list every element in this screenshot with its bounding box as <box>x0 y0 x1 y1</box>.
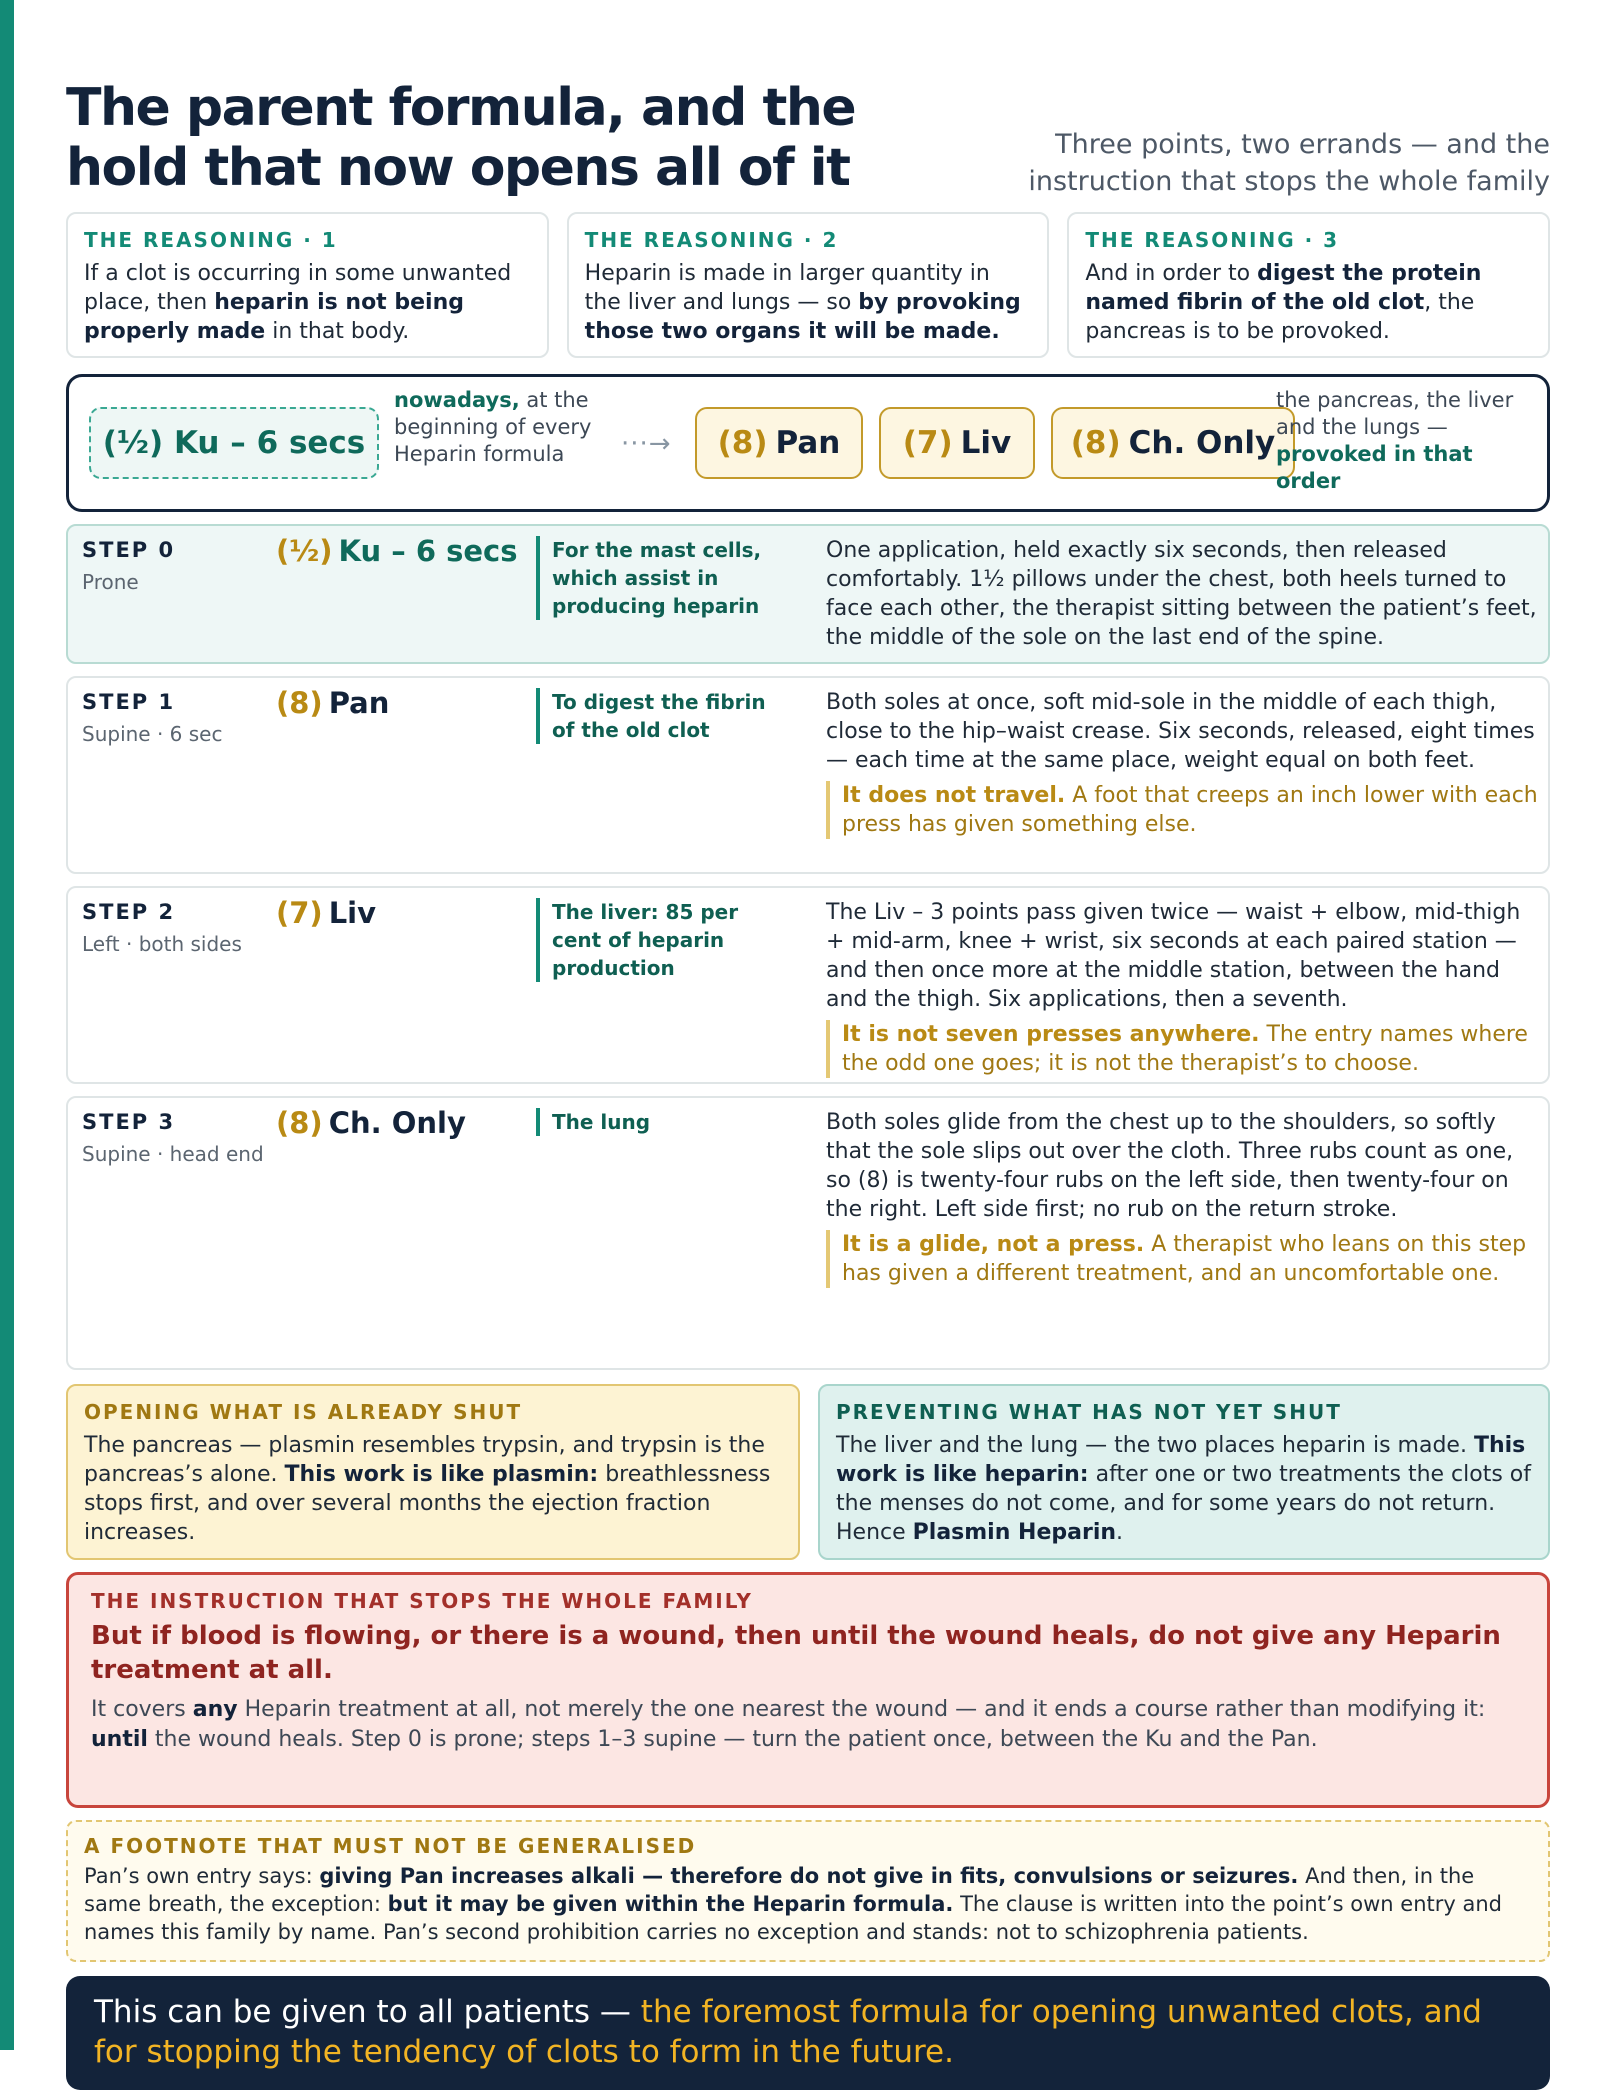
step-warning <box>826 1020 1538 1078</box>
step-description-text: Both soles at once, soft mid-sole in the middle of each thigh, close to the hip–waist crease. Six seconds, released, eight times — each time at the same place, weight equal on both feet. <box>826 690 1535 773</box>
step-label: STEP 2 <box>82 900 176 924</box>
point-number: (8) <box>276 686 323 720</box>
instruction-headline: But if blood is flowing, or there is a wound, then until the wound heals, do not give any Heparin treatment at all. <box>91 1621 1501 1685</box>
footnote-card <box>66 1820 1550 1962</box>
formula-order-emphasis: provoked in that order <box>1276 442 1473 493</box>
step-purpose: To digest the fibrin of the old clot <box>536 688 791 744</box>
formula-note <box>394 387 614 468</box>
preventing-label: PREVENTING WHAT HAS NOT YET SHUT <box>836 1400 1342 1424</box>
page <box>66 78 1550 2070</box>
arrow-icon: ···→ <box>621 429 672 459</box>
chest-point-box <box>1051 407 1295 479</box>
instruction-label: THE INSTRUCTION THAT STOPS THE WHOLE FAMILY <box>91 1589 753 1613</box>
point-name: Ch. Only <box>328 1106 466 1140</box>
step-warning-text: The entry names where the odd one goes; it is not the therapist’s to choose. <box>842 1022 1528 1076</box>
reasoning-emphasis: heparin is not being properly made <box>84 290 464 344</box>
banner-text: This can be given to all patients — <box>94 1994 641 2030</box>
point-name: Ch. Only <box>1128 425 1276 461</box>
preventing-card <box>818 1384 1550 1560</box>
preventing-text: after one or two treatments the clots of the menses do not come, and for some years do not return. Hence <box>836 1462 1532 1545</box>
reasoning-text: And in order to <box>1085 261 1258 286</box>
footnote-text: The clause is written into the point’s own entry and names this family by name. Pan’s second prohibition carries no exception and stands: not to schizophrenia patients. <box>84 1892 1502 1944</box>
point-name: Liv <box>960 425 1012 461</box>
reasoning-text: , the pancreas is to be provoked. <box>1085 290 1475 344</box>
page-title: The parent formula, and the hold that now opens all of it <box>66 78 856 198</box>
instruction-emphasis: any <box>192 1697 238 1722</box>
point-number: (8) <box>717 425 768 461</box>
point-name: Liv <box>328 896 377 930</box>
reasoning-text: in that body. <box>265 319 410 344</box>
step-position: Supine · head end <box>82 1142 264 1166</box>
reasoning-text: If a clot is occurring in some unwanted place, then <box>84 261 512 315</box>
footnote-label: A FOOTNOTE THAT MUST NOT BE GENERALISED <box>84 1834 697 1858</box>
footnote-emphasis: but it may be given within the Heparin formula. <box>387 1892 954 1916</box>
banner-highlight: the foremost formula for opening unwanted clots, and for stopping the tendency of clots to form in the future. <box>94 1994 1482 2070</box>
step-point <box>276 686 389 720</box>
point-number: (½) <box>276 534 333 568</box>
step-description <box>826 898 1538 1078</box>
pan-point-box <box>695 407 863 479</box>
formula-bar <box>66 374 1550 512</box>
reasoning-card-1 <box>66 212 549 358</box>
closing-banner <box>66 1976 1550 2090</box>
step-warning-text: A foot that creeps an inch lower with each press has given something else. <box>842 783 1538 837</box>
reasoning-text: Heparin is made in larger quantity in the liver and lungs — so <box>584 261 990 315</box>
point-number: (7) <box>902 425 953 461</box>
page-subtitle: Three points, two errands — and the instruction that stops the whole family <box>1028 129 1550 197</box>
ku-point-box <box>89 407 379 479</box>
point-number: (8) <box>276 1106 323 1140</box>
formula-note-text: at the beginning of every Heparin formula <box>394 388 592 466</box>
step-purpose: The lung <box>536 1108 791 1136</box>
instruction-emphasis: until <box>91 1727 148 1752</box>
reasoning-emphasis: digest the protein named fibrin of the old clot <box>1085 261 1482 315</box>
point-name: Ku – 6 secs <box>338 534 518 568</box>
opening-text: The pancreas — plasmin resembles trypsin, and trypsin is the pancreas’s alone. <box>84 1433 765 1487</box>
header <box>66 78 1550 210</box>
step-card-2 <box>66 886 1550 1084</box>
point-name: Pan <box>328 686 390 720</box>
step-description-text: One application, held exactly six seconds, then released comfortably. 1½ pillows under the chest, both heels turned to face each other, the therapist sitting between the patient’s feet, the middle of the sole on the last end of the spine. <box>826 538 1537 650</box>
instruction-body <box>91 1695 1525 1755</box>
step-label: STEP 3 <box>82 1110 176 1134</box>
opening-emphasis: This work is like plasmin: <box>284 1462 599 1487</box>
step-label: STEP 0 <box>82 538 176 562</box>
footnote-emphasis: giving Pan increases alkali — therefore do not give in fits, convulsions or seizures. <box>319 1864 1299 1888</box>
step-description <box>826 1108 1538 1288</box>
step-point <box>276 534 518 568</box>
point-number: (8) <box>1070 425 1121 461</box>
instruction-text: It covers <box>91 1697 193 1722</box>
footnote-text: And then, in the same breath, the exception: <box>84 1864 1475 1916</box>
reasoning-card-2 <box>567 212 1050 358</box>
formula-note-emphasis: nowadays, <box>394 388 520 412</box>
opening-label: OPENING WHAT IS ALREADY SHUT <box>84 1400 523 1424</box>
reasoning-card-3 <box>1067 212 1550 358</box>
reasoning-row <box>66 212 1550 358</box>
point-name: Pan <box>775 425 841 461</box>
effects-row <box>66 1384 1550 1560</box>
step-position: Left · both sides <box>82 932 242 956</box>
step-description <box>826 688 1538 839</box>
reasoning-label: THE REASONING · 2 <box>584 228 839 252</box>
step-point <box>276 1106 466 1140</box>
step-warning <box>826 781 1538 839</box>
preventing-emphasis: This work is like heparin: <box>836 1433 1526 1487</box>
point-name: Ku – 6 secs <box>173 425 366 461</box>
step-warning-text: A therapist who leans on this step has given a different treatment, and an uncomfortable one. <box>842 1232 1527 1286</box>
reasoning-label: THE REASONING · 3 <box>1085 228 1340 252</box>
instruction-text: the wound heals. Step 0 is prone; steps 1–3 supine — turn the patient once, between the Ku and the Pan. <box>147 1727 1318 1752</box>
opening-card <box>66 1384 800 1560</box>
formula-order-note <box>1276 387 1531 495</box>
step-card-1 <box>66 676 1550 874</box>
opening-text: breathlessness stops first, and over several months the ejection fraction increases. <box>84 1462 771 1545</box>
step-position: Supine · 6 sec <box>82 722 223 746</box>
step-purpose: The liver: 85 per cent of heparin production <box>536 898 791 982</box>
preventing-text: . <box>1116 1520 1124 1545</box>
instruction-card <box>66 1572 1550 1808</box>
point-number: (7) <box>276 896 323 930</box>
side-stripe <box>0 0 14 2050</box>
preventing-text: The liver and the lung — the two places heparin is made. <box>836 1433 1474 1458</box>
step-purpose: For the mast cells, which assist in producing heparin <box>536 536 791 620</box>
step-warning <box>826 1230 1538 1288</box>
step-warning-emphasis: It does not travel. <box>842 783 1066 808</box>
reasoning-emphasis: by provoking those two organs it will be made. <box>584 290 1021 344</box>
liv-point-box <box>879 407 1035 479</box>
step-warning-emphasis: It is not seven presses anywhere. <box>842 1022 1260 1047</box>
step-label: STEP 1 <box>82 690 176 714</box>
step-position: Prone <box>82 570 139 594</box>
formula-order-text: the pancreas, the liver and the lungs — <box>1276 388 1514 439</box>
step-card-3 <box>66 1096 1550 1370</box>
footnote-text: Pan’s own entry says: <box>84 1864 320 1888</box>
instruction-text: Heparin treatment at all, not merely the one nearest the wound — and it ends a course rather than modifying it: <box>237 1697 1486 1722</box>
step-point <box>276 896 376 930</box>
step-description-text: The Liv – 3 points pass given twice — waist + elbow, mid-thigh + mid-arm, knee + wrist, six seconds at each paired station — and then once more at the middle station, between the hand and the thigh. Six applications, then a seventh. <box>826 900 1521 1012</box>
step-warning-emphasis: It is a glide, not a press. <box>842 1232 1145 1257</box>
preventing-emphasis: Plasmin Heparin <box>912 1520 1117 1545</box>
step-description-text: Both soles glide from the chest up to the shoulders, so softly that the sole slips out over the cloth. Three rubs count as one, so (8) is twenty-four rubs on the left side, then twenty-four on the right. Left side first; no rub on the return stroke. <box>826 1110 1514 1222</box>
point-number: (½) <box>102 425 164 461</box>
step-card-0 <box>66 524 1550 664</box>
reasoning-label: THE REASONING · 1 <box>84 228 338 252</box>
step-description <box>826 536 1538 652</box>
